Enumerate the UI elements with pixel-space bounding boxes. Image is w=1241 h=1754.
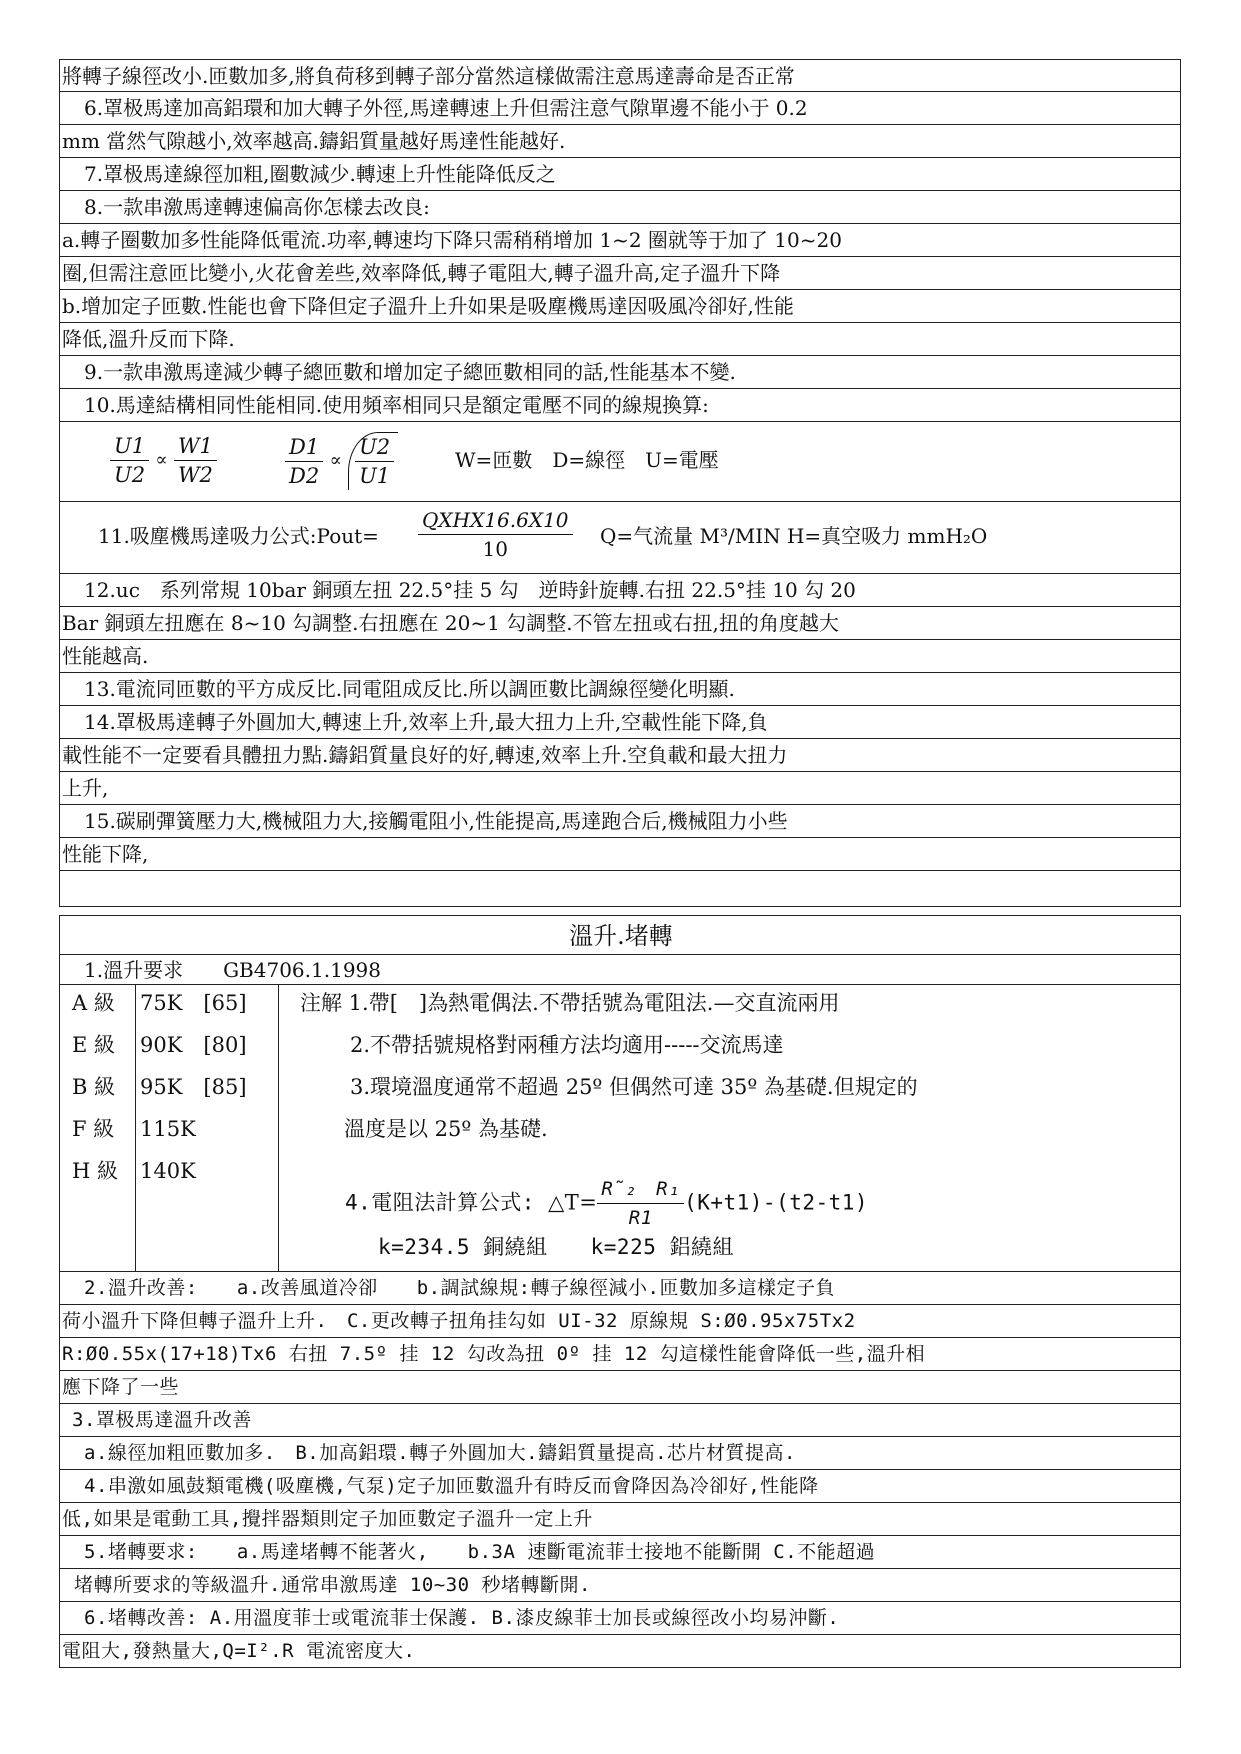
text-line: 低,如果是電動工具,攪拌器類則定子加匝數定子溫升一定上升 <box>59 1503 1181 1536</box>
column-divider <box>135 985 136 1271</box>
text-line: 性能越高. <box>59 640 1181 673</box>
text-line: 性能下降, <box>59 838 1181 871</box>
fraction-w: $\frac{W1}{W2}$ <box>174 432 217 489</box>
temp-requirement: 1.溫升要求 GB4706.1.1998 <box>59 955 1181 985</box>
column-divider <box>278 985 279 1271</box>
class-grade: H 級 <box>72 1159 118 1183</box>
note-line: 2.不帶括號規格對兩種方法均適用-----交流馬達 <box>350 1033 784 1057</box>
blank-row <box>59 871 1181 907</box>
text-line: 6.堵轉改善: A.用溫度菲士或電流菲士保護. B.漆皮線菲士加長或線徑改小均易沖斷. <box>59 1602 1181 1635</box>
formula-legend: W=匝數 D=線徑 U=電壓 <box>455 448 719 472</box>
text-line: 電阻大,發熱量大,Q=I².R 電流密度大. <box>59 1635 1181 1668</box>
text-line: 15.碳刷彈簧壓力大,機械阻力大,接觸電阻小,性能提高,馬達跑合后,機械阻力小些 <box>59 805 1181 838</box>
resistance-fraction: $\frac{\text{R̃₂ R₁}}{R1}$ <box>597 1175 684 1232</box>
text-line: mm 當然气隙越小,效率越高.鑄鋁質量越好馬達性能越好. <box>59 125 1181 158</box>
text-line: a.線徑加粗匝數加多. B.加高鋁環.轉子外圓加大.鑄鋁質量提高.芯片材質提高. <box>59 1437 1181 1470</box>
class-value: 95K [85] <box>140 1075 247 1099</box>
text-line: 7.罩极馬達線徑加粗,圈數減少.轉速上升性能降低反之 <box>59 158 1181 191</box>
text-line: 4.串激如風鼓類電機(吸塵機,气泵)定子加匝數溫升有時反而會降因為冷卻好,性能降 <box>59 1470 1181 1503</box>
note-line: 3.環境溫度通常不超過 25º 但偶然可達 35º 為基礎.但規定的 <box>350 1075 918 1099</box>
text-line: 14.罩极馬達轉子外圓加大,轉速上升,效率上升,最大扭力上升,空載性能下降,負 <box>59 706 1181 739</box>
text-line: 9.一款串激馬達減少轉子總匝數和增加定子總匝數相同的話,性能基本不變. <box>59 356 1181 389</box>
text-line: 10.馬達結構相同性能相同.使用頻率相同只是額定電壓不同的線規換算: <box>59 389 1181 422</box>
text-line: 將轉子線徑改小.匝數加多,將負荷移到轉子部分當然這樣做需注意馬達壽命是否正常 <box>59 59 1181 92</box>
class-grade: E 級 <box>72 1033 116 1057</box>
class-grade: F 級 <box>72 1117 115 1141</box>
text-line: Bar 銅頭左扭應在 8~10 勾調整.右扭應在 20~1 勾調整.不管左扭或右扭,扭的角度越大 <box>59 607 1181 640</box>
text-line: 應下降了一些 <box>59 1371 1181 1404</box>
text-line: 3.罩极馬達溫升改善 <box>59 1404 1181 1437</box>
note-line: 注解 1.帶[ ]為熱電偶法.不帶括號為電阻法.—交直流兩用 <box>300 991 840 1015</box>
text-line: 6.罩极馬達加高鋁環和加大轉子外徑,馬達轉速上升但需注意气隙單邊不能小于 0.2 <box>59 92 1181 125</box>
text-line: 荷小溫升下降但轉子溫升上升. C.更改轉子扭角挂勾如 UI-32 原線規 S:Ø0.95x75Tx2 <box>59 1305 1181 1338</box>
class-grade: B 級 <box>72 1075 116 1099</box>
text-line: 2.溫升改善: a.改善風道冷卻 b.調試線規:轉子線徑減小.匝數加多這樣定子負 <box>59 1272 1181 1305</box>
section-gap <box>59 907 1181 915</box>
text-line: 堵轉所要求的等級溫升.通常串激馬達 10~30 秒堵轉斷開. <box>59 1569 1181 1602</box>
text-line: 13.電流同匝數的平方成反比.同電阻成反比.所以調匝數比調線徑變化明顯. <box>59 673 1181 706</box>
class-value: 75K [65] <box>140 991 247 1015</box>
text-line: 上升, <box>59 772 1181 805</box>
fraction-d: $\frac{D1}{D2}$ <box>285 433 323 490</box>
text-line: 5.堵轉要求: a.馬達堵轉不能著火, b.3A 速斷電流菲士接地不能斷開 C.不能超過 <box>59 1536 1181 1569</box>
text-line: 圈,但需注意匝比變小,火花會差些,效率降低,轉子電阻大,轉子溫升高,定子溫升下降 <box>59 257 1181 290</box>
class-grade: A 級 <box>72 991 115 1015</box>
fraction-u: $\frac{U1}{U2}$ <box>110 432 149 489</box>
class-value: 90K [80] <box>140 1033 247 1057</box>
text-line: 8.一款串激馬達轉速偏高你怎樣去改良: <box>59 191 1181 224</box>
text-line: 12.uc 系列常規 10bar 銅頭左扭 22.5°挂 5 勾 逆時針旋轉.右扭 22.5°挂 10 勾 20 <box>59 574 1181 607</box>
class-value: 115K <box>140 1117 196 1141</box>
text-line: b.增加定子匝數.性能也會下降但定子溫升上升如果是吸塵機馬達因吸風冷卻好,性能 <box>59 290 1181 323</box>
note-line: 溫度是以 25º 為基礎. <box>344 1117 548 1141</box>
suction-formula: 11.吸塵機馬達吸力公式:Pout= QXHX16.6X10 10 Q=气流量 M³/MIN H=真空吸力 mmH₂O <box>59 502 1181 574</box>
text-line: a.轉子圈數加多性能降低電流.功率,轉速均下降只需稍稍增加 1~2 圈就等于加了 10~20 <box>59 224 1181 257</box>
resistance-formula: 4.電阻法計算公式: △T= $\frac{\text{R̃₂ R₁}}{R1}$ (K+t1)-(t2-t1) <box>345 1175 868 1232</box>
text-line: 載性能不一定要看具體扭力點.鑄鋁質量良好的好,轉速,效率上升.空負載和最大扭力 <box>59 739 1181 772</box>
square-root <box>348 432 398 490</box>
section-title: 溫升.堵轉 <box>59 915 1181 955</box>
document-sheet <box>59 59 1181 1668</box>
text-line: R:Ø0.55x(17+18)Tx6 右扭 7.5º 挂 12 勾改為扭 0º 挂 12 勾這樣性能會降低一些,溫升相 <box>59 1338 1181 1371</box>
temperature-class-table <box>59 985 1181 1272</box>
fraction-u-inverse: $\frac{U2}{U1}$ <box>355 433 394 490</box>
class-value: 140K <box>140 1159 196 1183</box>
suction-fraction: QXHX16.6X10 10 <box>418 506 573 563</box>
k-constants: k=234.5 銅繞組 k=225 鋁繞組 <box>378 1235 735 1259</box>
wire-gauge-formula: $\frac{U1}{U2}$ ∝ $\frac{W1}{W2}$ $\frac{D1}{D2}$ ∝ $\frac{U2}{U1}$ W=匝數 D=線徑 U=電壓 <box>59 422 1181 502</box>
text-line: 降低,溫升反而下降. <box>59 323 1181 356</box>
